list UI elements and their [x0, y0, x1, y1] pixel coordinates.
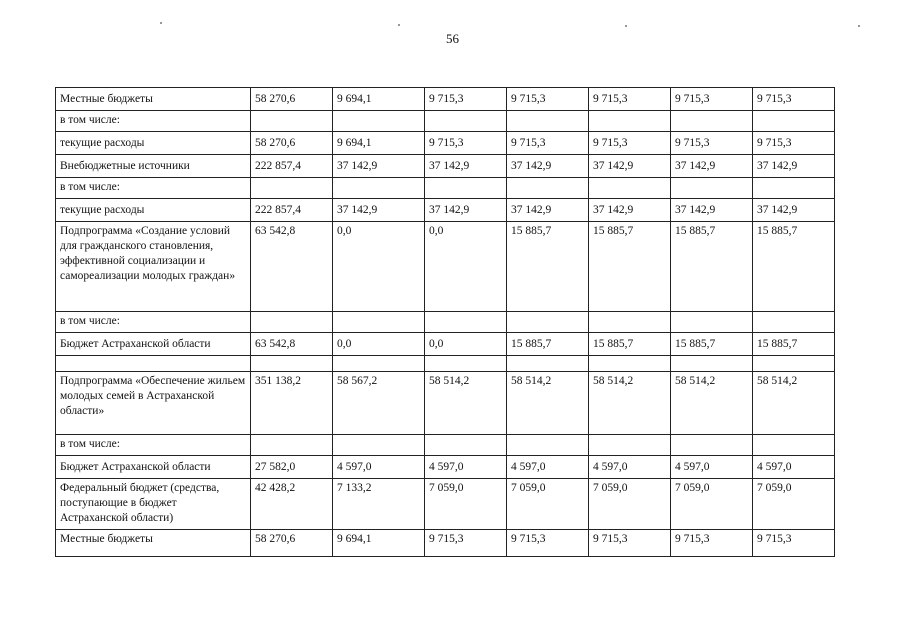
- value-cell: 63 542,8: [251, 222, 333, 312]
- value-cell: 4 597,0: [671, 456, 753, 479]
- value-cell: [425, 356, 507, 372]
- value-cell: 9 715,3: [753, 132, 835, 155]
- value-cell: 4 597,0: [333, 456, 425, 479]
- value-cell: 9 715,3: [589, 132, 671, 155]
- table-row: [56, 155, 835, 178]
- value-cell: [507, 312, 589, 333]
- value-cell: 4 597,0: [507, 456, 589, 479]
- value-cell: 222 857,4: [251, 155, 333, 178]
- row-label-cell: в том числе:: [56, 312, 251, 333]
- row-label-cell: Подпрограмма «Создание условий для гражданского становления, эффективной социализации и самореализации молодых граждан»: [56, 222, 251, 312]
- value-cell: 7 059,0: [671, 479, 753, 530]
- value-cell: [753, 312, 835, 333]
- value-cell: [333, 435, 425, 456]
- value-cell: [333, 111, 425, 132]
- value-cell: [251, 111, 333, 132]
- value-cell: [753, 178, 835, 199]
- value-cell: 37 142,9: [425, 155, 507, 178]
- table-row: [56, 132, 835, 155]
- value-cell: 15 885,7: [753, 333, 835, 356]
- row-label-cell: Местные бюджеты: [56, 88, 251, 111]
- value-cell: 37 142,9: [333, 199, 425, 222]
- table-row: [56, 199, 835, 222]
- value-cell: [251, 312, 333, 333]
- value-cell: [507, 435, 589, 456]
- value-cell: [671, 312, 753, 333]
- value-cell: 15 885,7: [671, 222, 753, 312]
- value-cell: 9 694,1: [333, 88, 425, 111]
- value-cell: [671, 435, 753, 456]
- value-cell: 9 715,3: [671, 530, 753, 557]
- value-cell: 37 142,9: [589, 199, 671, 222]
- value-cell: [671, 178, 753, 199]
- value-cell: 42 428,2: [251, 479, 333, 530]
- value-cell: 7 059,0: [589, 479, 671, 530]
- value-cell: [333, 178, 425, 199]
- value-cell: [671, 356, 753, 372]
- value-cell: 9 715,3: [589, 530, 671, 557]
- value-cell: 27 582,0: [251, 456, 333, 479]
- value-cell: 58 514,2: [589, 372, 671, 435]
- table-row: [56, 178, 835, 199]
- value-cell: [425, 435, 507, 456]
- value-cell: [507, 111, 589, 132]
- value-cell: [251, 356, 333, 372]
- value-cell: [251, 435, 333, 456]
- page-number: 56: [446, 31, 459, 46]
- table-row: [56, 333, 835, 356]
- value-cell: [251, 178, 333, 199]
- table-row: [56, 372, 835, 435]
- value-cell: 4 597,0: [589, 456, 671, 479]
- value-cell: [753, 356, 835, 372]
- row-label-cell: [56, 356, 251, 372]
- value-cell: 9 715,3: [425, 88, 507, 111]
- value-cell: [753, 111, 835, 132]
- value-cell: 7 133,2: [333, 479, 425, 530]
- value-cell: 9 715,3: [753, 530, 835, 557]
- value-cell: 9 694,1: [333, 530, 425, 557]
- value-cell: 9 694,1: [333, 132, 425, 155]
- value-cell: [507, 356, 589, 372]
- value-cell: 58 514,2: [671, 372, 753, 435]
- value-cell: 58 270,6: [251, 132, 333, 155]
- table-row: [56, 456, 835, 479]
- value-cell: [753, 435, 835, 456]
- value-cell: [589, 178, 671, 199]
- table-row: [56, 111, 835, 132]
- value-cell: 63 542,8: [251, 333, 333, 356]
- row-label-cell: текущие расходы: [56, 132, 251, 155]
- row-label-cell: Бюджет Астраханской области: [56, 333, 251, 356]
- row-label-cell: Местные бюджеты: [56, 530, 251, 557]
- value-cell: 9 715,3: [425, 132, 507, 155]
- value-cell: 58 270,6: [251, 530, 333, 557]
- value-cell: 9 715,3: [425, 530, 507, 557]
- value-cell: 58 514,2: [425, 372, 507, 435]
- value-cell: 37 142,9: [671, 155, 753, 178]
- value-cell: [333, 312, 425, 333]
- row-label-cell: в том числе:: [56, 435, 251, 456]
- value-cell: 351 138,2: [251, 372, 333, 435]
- value-cell: 9 715,3: [589, 88, 671, 111]
- row-label-cell: в том числе:: [56, 111, 251, 132]
- value-cell: [671, 111, 753, 132]
- row-label-cell: в том числе:: [56, 178, 251, 199]
- value-cell: 9 715,3: [507, 530, 589, 557]
- value-cell: 9 715,3: [507, 88, 589, 111]
- value-cell: 37 142,9: [507, 199, 589, 222]
- value-cell: 0,0: [425, 222, 507, 312]
- value-cell: 58 514,2: [507, 372, 589, 435]
- budget-table: [55, 87, 835, 557]
- value-cell: 0,0: [425, 333, 507, 356]
- row-label-cell: Федеральный бюджет (средства, поступающие в бюджет Астраханской области): [56, 479, 251, 530]
- value-cell: 58 514,2: [753, 372, 835, 435]
- value-cell: 222 857,4: [251, 199, 333, 222]
- value-cell: 7 059,0: [753, 479, 835, 530]
- value-cell: [589, 312, 671, 333]
- value-cell: 15 885,7: [507, 222, 589, 312]
- value-cell: [425, 312, 507, 333]
- value-cell: [589, 356, 671, 372]
- value-cell: 37 142,9: [589, 155, 671, 178]
- value-cell: 4 597,0: [753, 456, 835, 479]
- value-cell: 37 142,9: [333, 155, 425, 178]
- value-cell: 15 885,7: [589, 222, 671, 312]
- value-cell: 0,0: [333, 222, 425, 312]
- value-cell: [425, 178, 507, 199]
- value-cell: 15 885,7: [671, 333, 753, 356]
- value-cell: 15 885,7: [589, 333, 671, 356]
- value-cell: 7 059,0: [507, 479, 589, 530]
- value-cell: 58 567,2: [333, 372, 425, 435]
- value-cell: 37 142,9: [753, 155, 835, 178]
- table-row: [56, 479, 835, 530]
- value-cell: [507, 178, 589, 199]
- value-cell: [333, 356, 425, 372]
- row-label-cell: Бюджет Астраханской области: [56, 456, 251, 479]
- value-cell: 37 142,9: [671, 199, 753, 222]
- value-cell: 9 715,3: [507, 132, 589, 155]
- value-cell: 58 270,6: [251, 88, 333, 111]
- row-label-cell: Подпрограмма «Обеспечение жильем молодых семей в Астраханской области»: [56, 372, 251, 435]
- value-cell: 37 142,9: [753, 199, 835, 222]
- value-cell: 0,0: [333, 333, 425, 356]
- value-cell: 4 597,0: [425, 456, 507, 479]
- table-row: [56, 356, 835, 372]
- value-cell: 7 059,0: [425, 479, 507, 530]
- value-cell: 9 715,3: [671, 132, 753, 155]
- value-cell: 15 885,7: [753, 222, 835, 312]
- table-row: [56, 88, 835, 111]
- value-cell: 15 885,7: [507, 333, 589, 356]
- value-cell: 37 142,9: [425, 199, 507, 222]
- row-label-cell: текущие расходы: [56, 199, 251, 222]
- value-cell: [425, 111, 507, 132]
- table-row: [56, 530, 835, 557]
- value-cell: 9 715,3: [753, 88, 835, 111]
- value-cell: 37 142,9: [507, 155, 589, 178]
- value-cell: [589, 111, 671, 132]
- table-row: [56, 222, 835, 312]
- value-cell: 9 715,3: [671, 88, 753, 111]
- table-row: [56, 312, 835, 333]
- table-row: [56, 435, 835, 456]
- value-cell: [589, 435, 671, 456]
- row-label-cell: Внебюджетные источники: [56, 155, 251, 178]
